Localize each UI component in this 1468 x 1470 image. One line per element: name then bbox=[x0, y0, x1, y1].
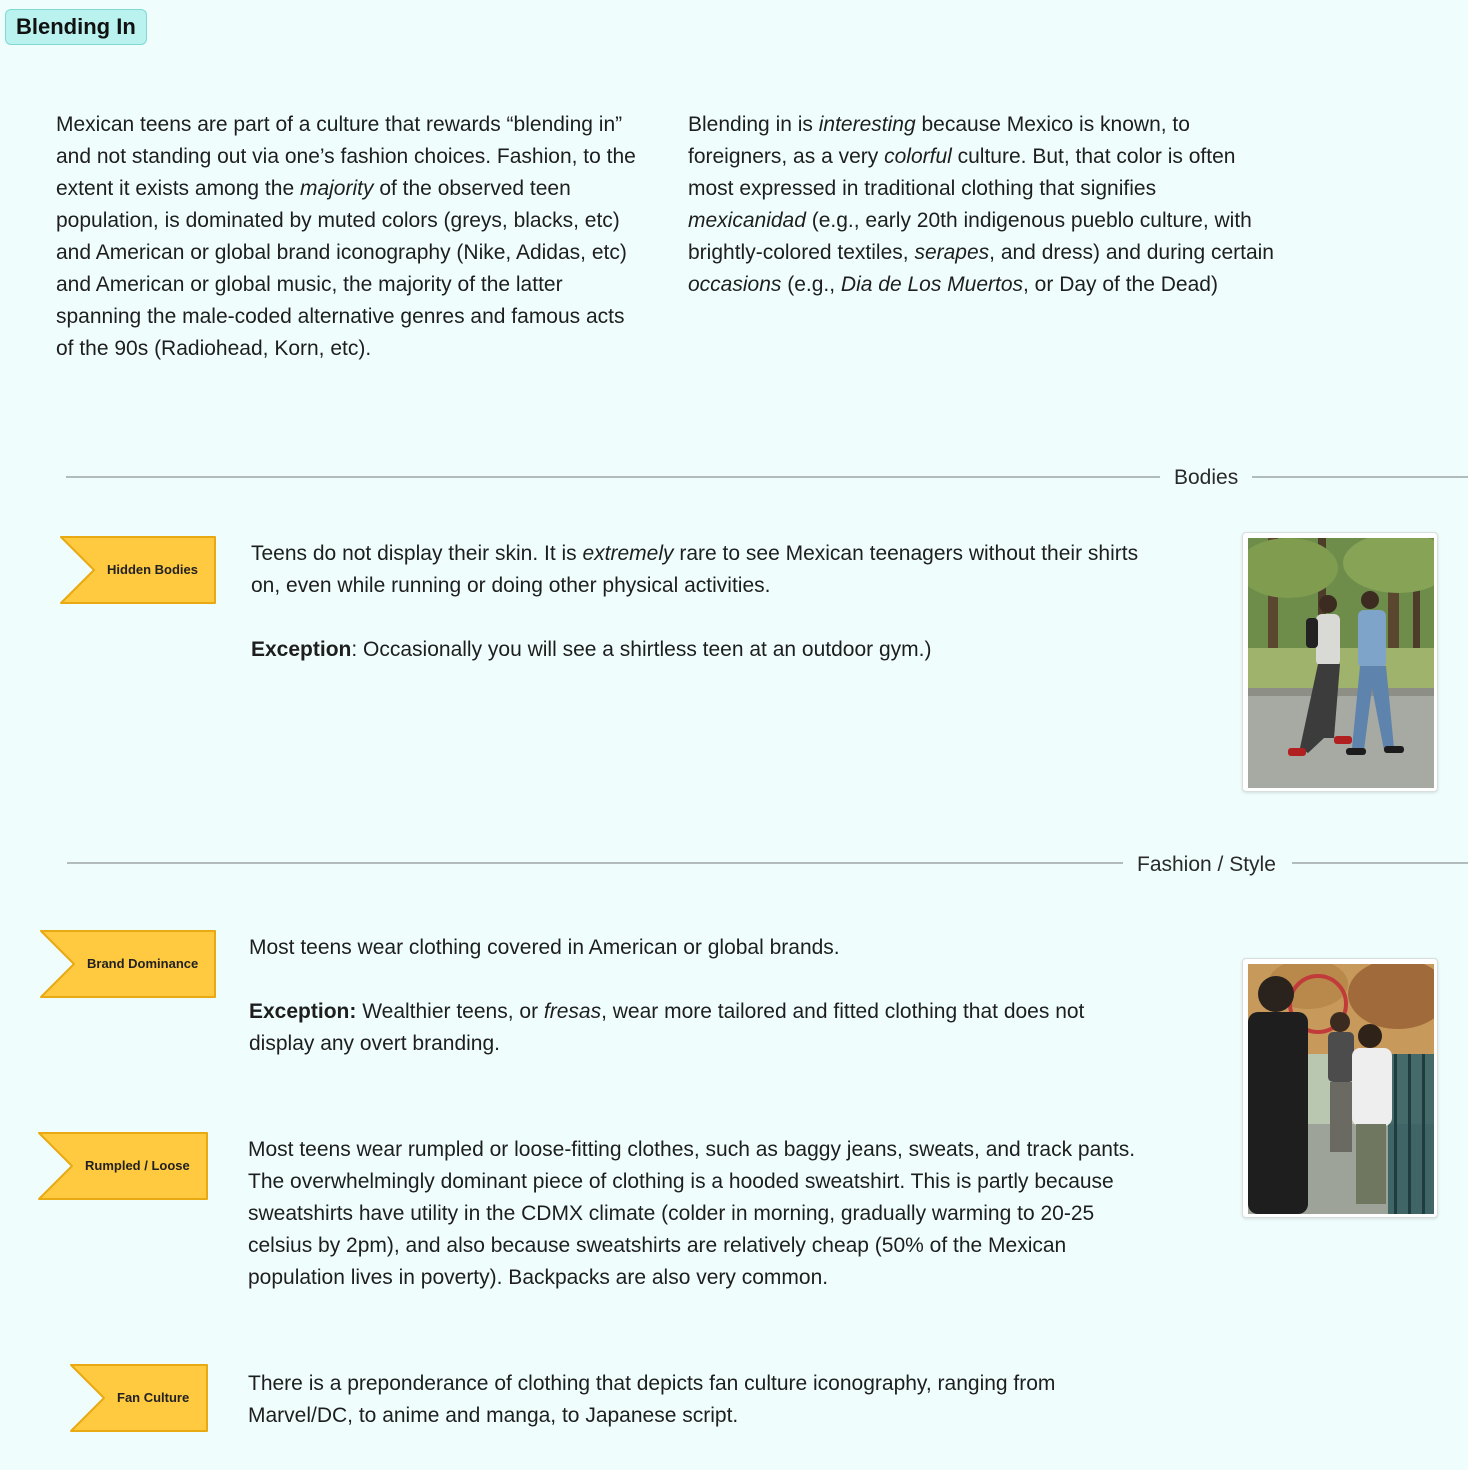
board-title[interactable]: Blending In bbox=[5, 9, 147, 45]
tag-fan-culture[interactable] bbox=[70, 1364, 209, 1432]
text-run: rare to see Mexican teenagers without their shirts on, even while running or doing other physical activities. bbox=[251, 542, 1139, 597]
text-run: , or Day of the Dead) bbox=[1023, 273, 1218, 296]
intro-right-text[interactable] bbox=[688, 109, 1278, 301]
italic-text-run: occasions bbox=[688, 273, 782, 296]
note-paragraph bbox=[248, 1368, 1138, 1432]
note-paragraph bbox=[251, 538, 1151, 602]
text-run: , wear more tailored and fitted clothing that does not display any overt branding. bbox=[249, 1000, 1085, 1055]
walking-teens-photo-art bbox=[1248, 538, 1434, 788]
tag-hidden-bodies[interactable] bbox=[60, 536, 217, 604]
text-run: Most teens wear clothing covered in American or global brands. bbox=[249, 936, 840, 959]
italic-text-run: serapes bbox=[914, 241, 990, 264]
italic-text-run: interesting bbox=[818, 113, 916, 136]
text-run: , and dress) and during certain bbox=[989, 241, 1274, 264]
fair-teens-photo-art bbox=[1248, 964, 1434, 1214]
text-run: Wealthier teens, or bbox=[356, 1000, 544, 1023]
tag-label: Hidden Bodies bbox=[107, 562, 199, 577]
section-label-fashion-style[interactable]: Fashion / Style bbox=[1137, 853, 1276, 876]
intro-left-paragraph bbox=[56, 109, 646, 365]
note-paragraph bbox=[249, 932, 1149, 964]
text-run: of the observed teen population, is dominated by muted colors (greys, blacks, etc) and American or global brand iconography (Nike, Adidas, etc) and American or global music, the majority of the latter spanning the male-coded alternative genres and famous acts of the 90s (Radiohead, Korn, etc). bbox=[56, 177, 627, 360]
tag-label: Fan Culture bbox=[117, 1390, 190, 1405]
photo-teens-walking[interactable] bbox=[1242, 532, 1438, 792]
bodies-divider-line-right bbox=[1252, 476, 1468, 478]
italic-text-run: colorful bbox=[884, 145, 952, 168]
text-run: (e.g., early 20th indigenous pueblo culture, with brightly-colored textiles, bbox=[688, 209, 1252, 264]
tag-label: Brand Dominance bbox=[87, 956, 199, 971]
intro-left-text[interactable] bbox=[56, 109, 646, 365]
italic-text-run: fresas bbox=[543, 1000, 602, 1023]
note-hidden-bodies[interactable] bbox=[251, 538, 1151, 666]
text-run: Mexican teens are part of a culture that rewards “blending in” and not standing out via one’s fashion choices. Fashion, to the extent it exists among the bbox=[56, 113, 636, 200]
note-paragraph bbox=[248, 1134, 1138, 1294]
italic-text-run: mexicanidad bbox=[688, 209, 806, 232]
italic-text-run: majority bbox=[299, 177, 374, 200]
note-fan-culture[interactable] bbox=[248, 1368, 1138, 1432]
photo-teens-fair[interactable] bbox=[1242, 958, 1438, 1218]
italic-text-run: Dia de Los Muertos bbox=[840, 273, 1024, 296]
intro-right-paragraph bbox=[688, 109, 1278, 301]
note-exception-paragraph bbox=[251, 634, 1151, 666]
text-run: because Mexico is known, to foreigners, as a very bbox=[688, 113, 1190, 168]
text-run: Teens do not display their skin. It is bbox=[251, 542, 583, 565]
note-rumpled-loose[interactable] bbox=[248, 1134, 1138, 1294]
bold-text-run: Exception bbox=[251, 638, 352, 661]
bodies-divider-line-left bbox=[66, 476, 1160, 478]
tag-label: Rumpled / Loose bbox=[85, 1158, 190, 1173]
fashion-divider-line-left bbox=[67, 862, 1123, 864]
tag-rumpled-loose[interactable] bbox=[38, 1132, 209, 1200]
tag-brand-dominance[interactable] bbox=[40, 930, 217, 998]
note-exception-paragraph bbox=[249, 996, 1149, 1060]
text-run: (e.g., bbox=[781, 273, 841, 296]
italic-text-run: extremely bbox=[582, 542, 674, 565]
text-run: There is a preponderance of clothing that depicts fan culture iconography, ranging from Marvel/DC, to anime and manga, to Japanese script. bbox=[248, 1372, 1056, 1427]
text-run: : Occasionally you will see a shirtless teen at an outdoor gym.) bbox=[351, 638, 932, 661]
note-brand-dominance[interactable] bbox=[249, 932, 1149, 1060]
text-run: culture. But, that color is often most expressed in traditional clothing that signifies bbox=[688, 145, 1236, 200]
fashion-divider-line-right bbox=[1292, 862, 1468, 864]
text-run: Most teens wear rumpled or loose-fitting clothes, such as baggy jeans, sweats, and track pants. The overwhelmingly dominant piece of clothing is a hooded sweatshirt. This is partly because sweatshirts have utility in the CDMX climate (colder in morning, gradually warming to 20-25 celsius by 2pm), and also because sweatshirts are relatively cheap (50% of the Mexican population lives in poverty). Backpacks are also very common. bbox=[248, 1138, 1136, 1289]
text-run: Blending in is bbox=[688, 113, 819, 136]
bold-text-run: Exception: bbox=[249, 1000, 357, 1023]
section-label-bodies[interactable]: Bodies bbox=[1174, 466, 1239, 489]
